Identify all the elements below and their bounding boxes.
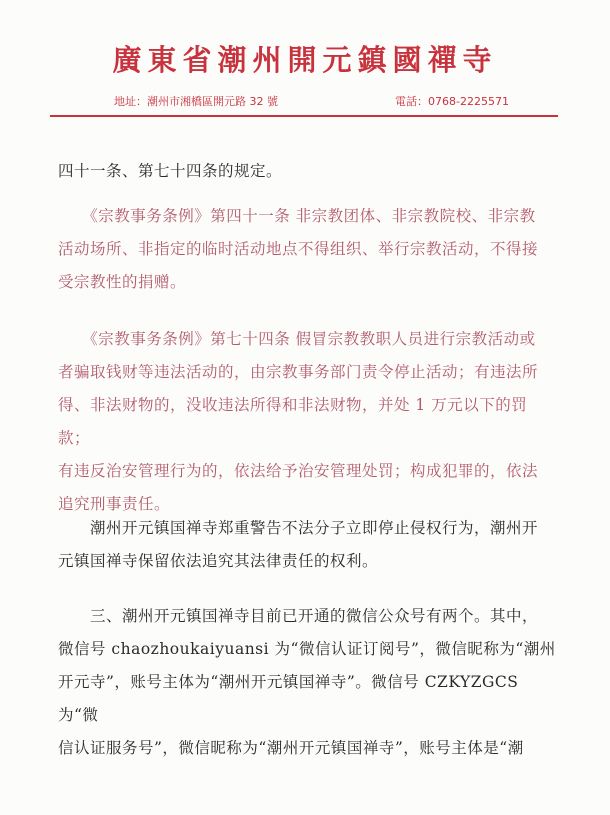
letterhead-phone: 電話：0768-2225571 <box>395 95 509 108</box>
letterhead-title: 廣東省潮州開元鎮國禪寺 <box>112 43 498 77</box>
paragraph-quote-article-74: 《宗教事务条例》第七十四条 假冒宗教教职人员进行宗教活动或 者骗取钱财等违法活动的，由宗教事务部门责令停止活动；有违法所 得、非法财物的，没收违法所得和非法财物，并处 1 万元以下的罚款； 有违反治安管理行为的，依法给予治安管理处罚；构成犯罪的，依法 追究刑事责任。 <box>58 330 539 513</box>
paragraph-quote-article-41: 《宗教事务条例》第四十一条 非宗教团体、非宗教院校、非宗教 活动场所、非指定的临时活动地点不得组织、举行宗教活动，不得接 受宗教性的捐赠。 <box>58 207 539 291</box>
letterhead-divider <box>50 115 558 117</box>
paragraph-warning: 潮州开元镇国禅寺郑重警告不法分子立即停止侵权行为，潮州开 元镇国禅寺保留依法追究其法律责任的权利。 <box>58 519 539 570</box>
letterhead-address: 地址：潮州市湘橋區開元路 32 號 <box>114 95 278 108</box>
paragraph-wechat-accounts: 三、潮州开元镇国禅寺目前已开通的微信公众号有两个。其中， 微信号 chaozhoukaiyuansi 为“微信认证订阅号”，微信昵称为“潮州 开元寺”，账号主体为“潮州开元镇国禅寺”。微信号 CZKYZGCS 为“微 信认证服务号”，微信昵称为“潮州开元镇国禅寺”，账号主体是“潮 <box>58 607 556 757</box>
paragraph-article-reference: 四十一条、第七十四条的规定。 <box>58 162 283 180</box>
